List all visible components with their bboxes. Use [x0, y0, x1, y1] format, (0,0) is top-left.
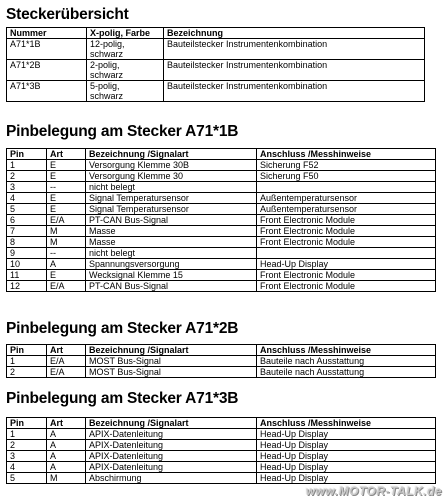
table-cell: Wecksignal Klemme 15	[86, 270, 257, 281]
table-row	[7, 429, 436, 440]
table-cell: 2	[7, 367, 47, 378]
table-cell: Außentemperatursensor	[257, 204, 436, 215]
table-row	[7, 182, 436, 193]
table-row	[7, 451, 436, 462]
table-cell: E	[47, 270, 86, 281]
table-cell: Bauteilstecker Instrumentenkombination	[164, 81, 425, 102]
table-cell: 1	[7, 429, 47, 440]
table-cell: 1	[7, 160, 47, 171]
table-cell: A	[47, 462, 86, 473]
table-cell: 11	[7, 270, 47, 281]
table-cell: E/A	[47, 367, 86, 378]
column-header: Anschluss /Messhinweise	[257, 418, 436, 429]
column-header: Bezeichnung	[164, 28, 425, 39]
table-cell: Bauteile nach Ausstattung	[257, 367, 436, 378]
table-cell: E	[47, 204, 86, 215]
table-row	[7, 171, 436, 182]
table-cell: 5	[7, 473, 47, 484]
table-cell: Head-Up Display	[257, 473, 436, 484]
table-cell: Signal Temperatursensor	[86, 204, 257, 215]
table-cell: 2	[7, 440, 47, 451]
column-header: Bezeichnung /Signalart	[86, 345, 257, 356]
table-cell: 12-polig, schwarz	[87, 39, 164, 60]
table-cell: A	[47, 451, 86, 462]
table-row	[7, 281, 436, 292]
table-cell: Versorgung Klemme 30	[86, 171, 257, 182]
table-cell: 7	[7, 226, 47, 237]
table-cell: Versorgung Klemme 30B	[86, 160, 257, 171]
table-cell: MOST Bus-Signal	[86, 356, 257, 367]
table-cell: 4	[7, 462, 47, 473]
table-cell: 2	[7, 171, 47, 182]
pin-table	[6, 417, 436, 484]
table-cell: 12	[7, 281, 47, 292]
column-header: Pin	[7, 418, 47, 429]
table-cell: Sicherung F50	[257, 171, 436, 182]
table-cell: 3	[7, 182, 47, 193]
table-cell: Front Electronic Module	[257, 215, 436, 226]
overview-title: Steckerübersicht	[6, 6, 129, 23]
column-header: X-polig, Farbe	[87, 28, 164, 39]
table-cell: Bauteile nach Ausstattung	[257, 356, 436, 367]
table-cell: APIX-Datenleitung	[86, 462, 257, 473]
table-row	[7, 226, 436, 237]
table-cell: nicht belegt	[86, 248, 257, 259]
table-row	[7, 81, 425, 102]
table-cell: Front Electronic Module	[257, 226, 436, 237]
section-title: Pinbelegung am Stecker A71*3B	[6, 390, 239, 407]
table-cell: E	[47, 193, 86, 204]
table-row	[7, 237, 436, 248]
table-cell: APIX-Datenleitung	[86, 440, 257, 451]
table-row	[7, 462, 436, 473]
table-row	[7, 473, 436, 484]
table-row	[7, 356, 436, 367]
table-cell: Bauteilstecker Instrumentenkombination	[164, 60, 425, 81]
table-cell: Signal Temperatursensor	[86, 193, 257, 204]
table-cell: 9	[7, 248, 47, 259]
table-cell: Außentemperatursensor	[257, 193, 436, 204]
table-row	[7, 367, 436, 378]
table-cell: Abschirmung	[86, 473, 257, 484]
table-cell: Masse	[86, 237, 257, 248]
table-cell: A	[47, 440, 86, 451]
column-header: Bezeichnung /Signalart	[86, 418, 257, 429]
table-cell: PT-CAN Bus-Signal	[86, 281, 257, 292]
table-cell: 1	[7, 356, 47, 367]
table-cell: 5	[7, 204, 47, 215]
table-cell: 3	[7, 451, 47, 462]
section-title: Pinbelegung am Stecker A71*1B	[6, 123, 239, 140]
table-row	[7, 160, 436, 171]
table-cell: A71*3B	[7, 81, 87, 102]
table-row	[7, 204, 436, 215]
table-cell: PT-CAN Bus-Signal	[86, 215, 257, 226]
table-cell: Head-Up Display	[257, 462, 436, 473]
column-header: Pin	[7, 149, 47, 160]
table-cell: E/A	[47, 281, 86, 292]
watermark: www.MOTOR-TALK.de	[305, 484, 442, 498]
pin-table	[6, 148, 436, 292]
table-cell: --	[47, 182, 86, 193]
table-row	[7, 60, 425, 81]
table-row	[7, 259, 436, 270]
pin-table	[6, 344, 436, 378]
section-title: Pinbelegung am Stecker A71*2B	[6, 320, 239, 337]
table-row	[7, 248, 436, 259]
column-header: Art	[47, 345, 86, 356]
column-header: Nummer	[7, 28, 87, 39]
table-cell: E/A	[47, 215, 86, 226]
table-cell: Sicherung F52	[257, 160, 436, 171]
table-cell: 4	[7, 193, 47, 204]
table-row	[7, 193, 436, 204]
table-cell: 2-polig, schwarz	[87, 60, 164, 81]
table-cell: M	[47, 226, 86, 237]
table-cell: APIX-Datenleitung	[86, 451, 257, 462]
table-cell: M	[47, 473, 86, 484]
table-cell: 8	[7, 237, 47, 248]
table-row	[7, 215, 436, 226]
table-cell: APIX-Datenleitung	[86, 429, 257, 440]
column-header: Art	[47, 418, 86, 429]
column-header: Pin	[7, 345, 47, 356]
table-cell: Head-Up Display	[257, 259, 436, 270]
table-cell: 10	[7, 259, 47, 270]
table-cell: Masse	[86, 226, 257, 237]
table-cell: Bauteilstecker Instrumentenkombination	[164, 39, 425, 60]
table-cell: E	[47, 160, 86, 171]
table-cell: MOST Bus-Signal	[86, 367, 257, 378]
table-cell	[257, 248, 436, 259]
table-cell: E/A	[47, 356, 86, 367]
table-cell: A71*1B	[7, 39, 87, 60]
column-header: Art	[47, 149, 86, 160]
table-cell: --	[47, 248, 86, 259]
table-cell: Head-Up Display	[257, 440, 436, 451]
table-cell: 6	[7, 215, 47, 226]
table-cell: E	[47, 171, 86, 182]
table-cell: Head-Up Display	[257, 429, 436, 440]
table-row	[7, 440, 436, 451]
table-cell: M	[47, 237, 86, 248]
table-cell: A	[47, 429, 86, 440]
column-header: Anschluss /Messhinweise	[257, 345, 436, 356]
table-cell: Front Electronic Module	[257, 270, 436, 281]
overview-table	[6, 27, 425, 102]
table-cell	[257, 182, 436, 193]
table-row	[7, 270, 436, 281]
table-cell: Head-Up Display	[257, 451, 436, 462]
table-cell: Front Electronic Module	[257, 237, 436, 248]
column-header: Anschluss /Messhinweise	[257, 149, 436, 160]
table-cell: Front Electronic Module	[257, 281, 436, 292]
column-header: Bezeichnung /Signalart	[86, 149, 257, 160]
table-cell: 5-polig, schwarz	[87, 81, 164, 102]
table-cell: A71*2B	[7, 60, 87, 81]
table-cell: nicht belegt	[86, 182, 257, 193]
table-cell: Spannungsversorgung	[86, 259, 257, 270]
table-row	[7, 39, 425, 60]
table-cell: A	[47, 259, 86, 270]
